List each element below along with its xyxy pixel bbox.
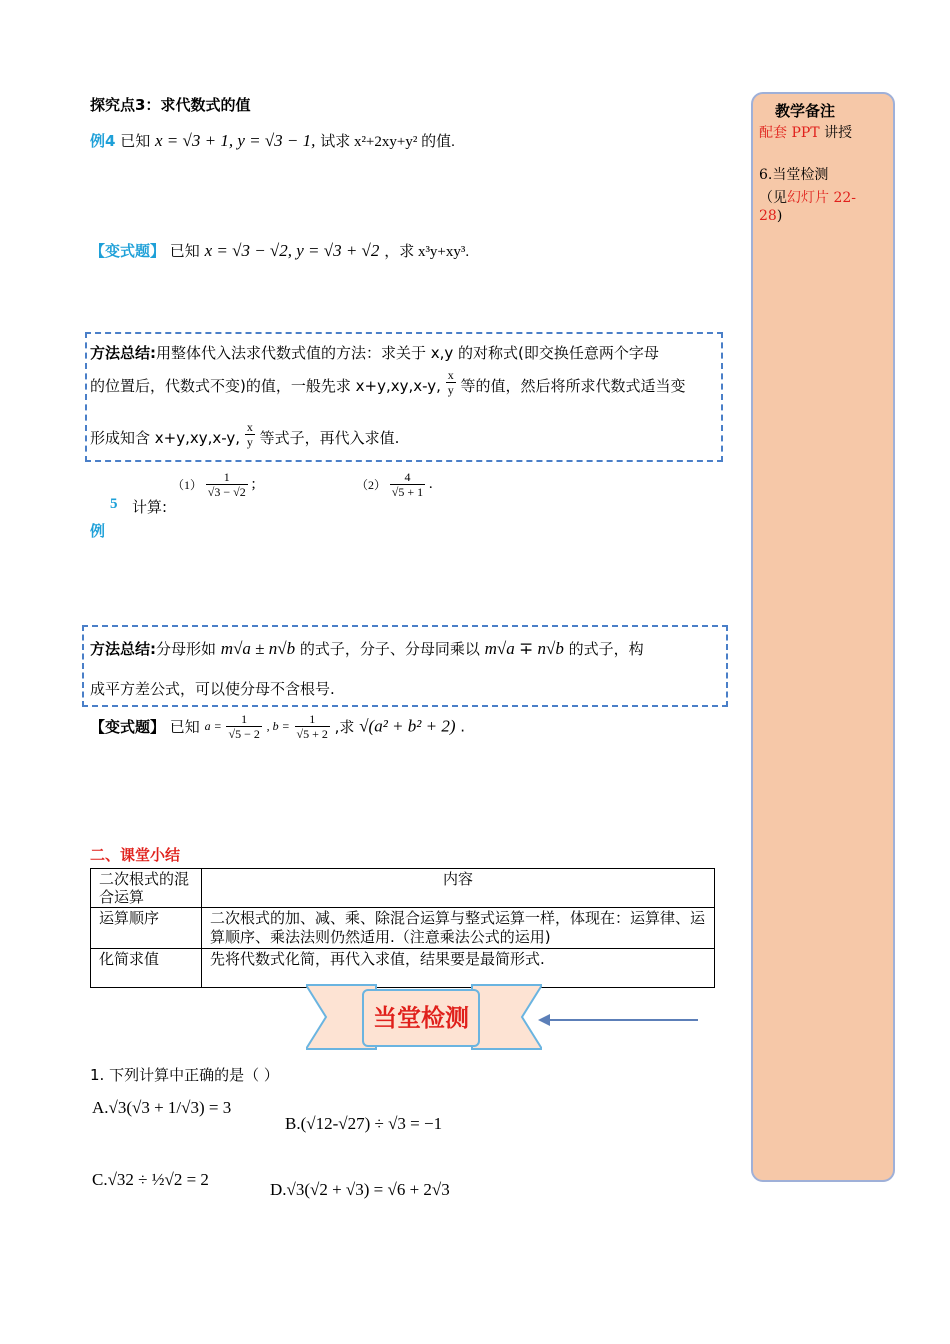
quiz-option-a: A.√3(√3 + 1/√3) = 3: [92, 1098, 232, 1117]
example-5-part-1: （1） $\frac{1}{√3 - √2}$ ;: [172, 470, 256, 499]
method-1-line-2: 的位置后，代数式不变)的值，一般先求 x+y,xy,x-y, $\frac{x}{y}$ 等的值，然后将所求代数式适当变: [90, 368, 686, 397]
quiz-option-c: C.√32 ÷ ½√2 = 2: [92, 1170, 209, 1189]
method-1-line-3: 形成知含 x+y,xy,x-y, $\frac{x}{y}$ 等式子，再代入求值.: [90, 420, 400, 449]
method-2-line-1: 方法总结:分母形如 m√a ± n√b 的式子，分子、分母同乘以 m√a ∓ n√b 的式子，构: [90, 639, 644, 658]
variant-2-label: 【变式题】: [90, 718, 166, 736]
example-4: [90, 130, 455, 151]
summary-row-right: 先将代数式化简，再代入求值，结果要是最简形式.: [202, 949, 715, 988]
variant-1: [90, 240, 469, 261]
summary-row-right: 二次根式的加、减、乘、除混合运算与整式运算一样，体现在：运算律、运算顺序、乘法法则仍然适用.（注意乘法公式的运用): [202, 908, 715, 949]
example-4-ask: 试求 x²+2xy+y² 的值.: [320, 134, 455, 150]
notes-line-ppt: 配套 PPT 讲授: [759, 125, 853, 141]
explore-heading: 探究点3：求代数式的值: [90, 96, 251, 114]
quiz-option-d: D.√3(√2 + √3) = √6 + 2√3: [270, 1180, 450, 1199]
method-1-fraction-x-over-y-2: $\frac{x}{y}$: [246, 420, 253, 449]
example-5-number: 5: [110, 496, 118, 512]
teaching-notes-panel: [751, 92, 895, 1182]
variant-1-label: 【变式题】: [90, 242, 166, 260]
method-1-fraction-x-over-y: $\frac{x}{y}$: [447, 368, 454, 397]
notes-line-check: 6.当堂检测: [759, 167, 829, 183]
variant-1-lead: 已知: [169, 242, 200, 260]
summary-table: [90, 868, 715, 988]
summary-header-left: 二次根式的混合运算: [91, 869, 202, 908]
arrow-left-icon: [538, 1012, 702, 1028]
table-row: [91, 949, 715, 988]
example-5-part-2: （2） $\frac{4}{√5 + 1}$ .: [356, 470, 433, 499]
notes-line-slides-end: 28): [759, 208, 783, 224]
example-4-lead: 已知: [120, 132, 151, 150]
summary-row-left: 运算顺序: [91, 908, 202, 949]
summary-heading: 二、课堂小结: [90, 846, 181, 864]
section-banner-label: 当堂检测: [362, 989, 480, 1047]
method-1-line-1: 方法总结:用整体代入法求代数式值的方法：求关于 x,y 的对称式(即交换任意两个字母: [90, 344, 659, 362]
example-4-label: 例4: [90, 132, 116, 150]
quiz-option-b: B.(√12-√27) ÷ √3 = −1: [285, 1114, 443, 1133]
variant-1-ask: ，求 x³y+xy³.: [384, 244, 470, 260]
example-5-lead: 计算:: [132, 498, 168, 516]
notes-line-slides: （见幻灯片 22-: [759, 190, 856, 206]
summary-row-left: 化简求值: [91, 949, 202, 988]
table-row: [91, 869, 715, 908]
notes-title: 教学备注: [775, 102, 836, 120]
summary-header-right: 内容: [202, 869, 715, 908]
variant-2: 【变式题】 已知 a = $\frac{1}{√5 - 2}$ , b = $\frac{1}{√5 + 2}$ ,求 √(a² + b² + 2) .: [90, 712, 466, 741]
table-row: [91, 908, 715, 949]
method-2-line-2: 成平方差公式，可以使分母不含根号.: [90, 680, 335, 698]
example-5-label: 例: [90, 522, 106, 540]
example-4-condition: x = √3 + 1, y = √3 − 1,: [155, 131, 316, 150]
variant-1-condition: x = √3 − √2, y = √3 + √2: [204, 241, 380, 260]
quiz-question-1: 1. 下列计算中正确的是（ ）: [90, 1066, 279, 1084]
